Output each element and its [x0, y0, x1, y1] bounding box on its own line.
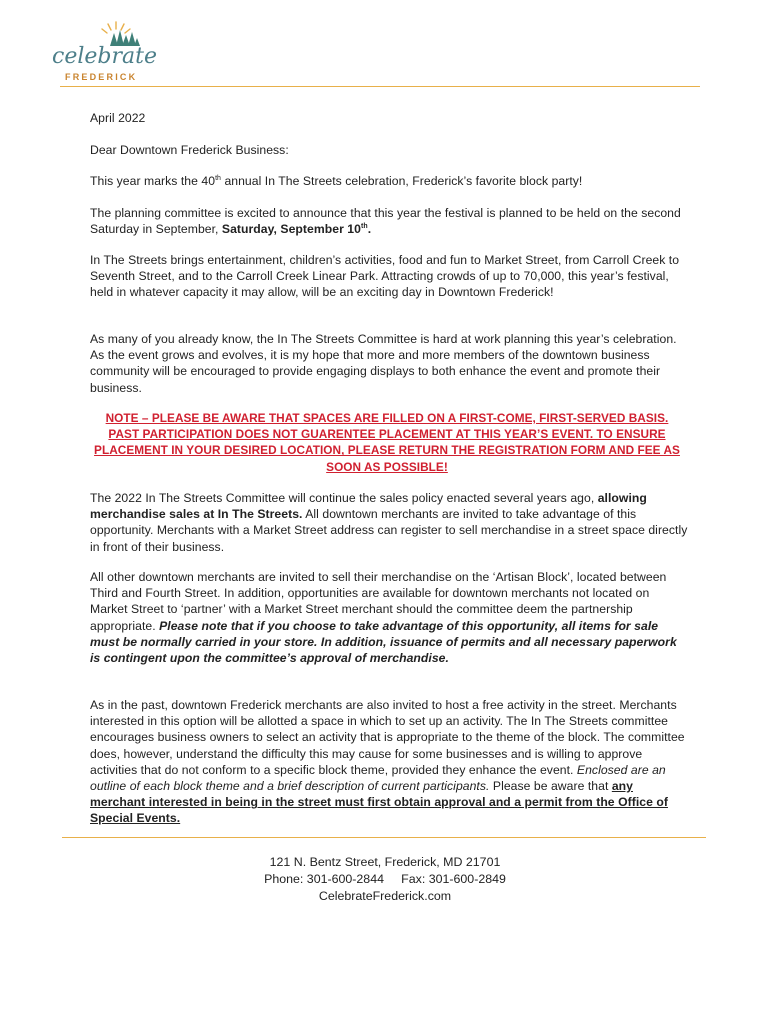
p6-bold-italic: Please note that if you choose to take advantage of this opportunity, all items for sale must be normally carried in your store. In addition, issuance of permits and all necessary paperwork is contingent upon the committee’s approval of merchandise.: [90, 618, 677, 666]
footer-divider: [62, 837, 706, 838]
paragraph-committee: As many of you already know, the In The Streets Committee is hard at work planning this year’s celebration. As the event grows and evolves, it is my hope that more and more members of the downtown business community will be encouraged to provide engaging displays to both enhance the event and promote their business.: [90, 332, 677, 395]
paragraph-artisan-block: [90, 569, 690, 666]
footer-phone-fax: Phone: 301-600-2844 Fax: 301-600-2849: [264, 872, 506, 886]
logo-city: FREDERICK: [65, 72, 138, 82]
paragraph-anniversary: [90, 173, 690, 189]
p7-text-mid: Please be aware that: [489, 779, 612, 794]
p2-text: The planning committee is excited to announce that this year the festival is planned to be held on the second Saturday in September,: [90, 206, 681, 237]
p7-bold-underline: any merchant interested in being in the street must first obtain approval and a permit from the Office of Special Events.: [90, 779, 668, 826]
logo-word: celebrate: [52, 44, 157, 69]
celebrate-frederick-logo: [50, 18, 157, 88]
paragraph-activities: [90, 697, 690, 827]
footer-website[interactable]: CelebrateFrederick.com: [318, 889, 452, 903]
paragraph-date-announcement: [90, 205, 690, 237]
header-divider: [60, 86, 700, 87]
p5-text-end: All downtown merchants are invited to take advantage of this opportunity. Merchants with a Market Street address can register to sell merchandise in a street space directly in front of their business.: [90, 507, 688, 554]
footer-contact: [0, 854, 770, 905]
p2-end: .: [367, 222, 372, 237]
p7-text: As in the past, downtown Frederick merchants are also invited to host a free activity in the street. Merchants interested in this option will be allotted a space in which to set up an activity. The In The Streets committee encourages business owners to select an activity that is appropriate to the theme of the block. The committee does, however, understand the difficulty this may cause for some businesses and is willing to approve activities that do not conform to a specific block theme, provided they enhance the event.: [90, 698, 685, 777]
p1-text-end: annual In The Streets celebration, Frederick’s favorite block party!: [221, 174, 583, 188]
p7-italic: Enclosed are an outline of each block theme and a brief description of current participants.: [90, 762, 666, 794]
p5-text: The 2022 In The Streets Committee will continue the sales policy enacted several years ago,: [90, 491, 598, 505]
p1-sup: th: [215, 174, 222, 182]
p1-text: This year marks the 40: [90, 174, 216, 188]
letter-date: April 2022: [90, 111, 146, 125]
paragraph-sales-policy: [90, 490, 690, 555]
p2-bold-date: Saturday, September 10: [221, 222, 361, 237]
p6-text: All other downtown merchants are invited to sell their merchandise on the ‘Artisan Block’, located between Third and Fourth Street. In addition, opportunities are available for downtown merchants not located on Market Street to ‘partner’ with a Market Street merchant should the committee deem the partnership appropriate.: [90, 570, 667, 633]
footer-address: 121 N. Bentz Street, Frederick, MD 21701: [269, 855, 501, 869]
sun-rays-icon: [102, 22, 130, 33]
p2-sup: th: [360, 223, 368, 231]
letter-salutation: Dear Downtown Frederick Business:: [90, 143, 289, 157]
paragraph-event-description: In The Streets brings entertainment, children’s activities, food and fun to Market Street, from Carroll Creek to Seventh Street, and to the Carroll Creek Linear Park. Attracting crowds of up to 70,000, this year’s festival, held in whatever capacity it may allow, will be an exciting day in Downtown Frederick!: [90, 253, 680, 300]
p5-bold: allowing merchandise sales at In The Streets.: [90, 491, 647, 522]
registration-note: NOTE – PLEASE BE AWARE THAT SPACES ARE FILLED ON A FIRST-COME, FIRST-SERVED BASIS. PAST PARTICIPATION DOES NOT GUARENTEE PLACEMENT AT THIS YEAR’S EVENT. TO ENSURE PLACEMENT IN YOUR DESIRED LOCATION, PLEASE RETURN THE REGISTRATION FORM AND FEE AS SOON AS POSSIBLE!: [94, 411, 680, 474]
